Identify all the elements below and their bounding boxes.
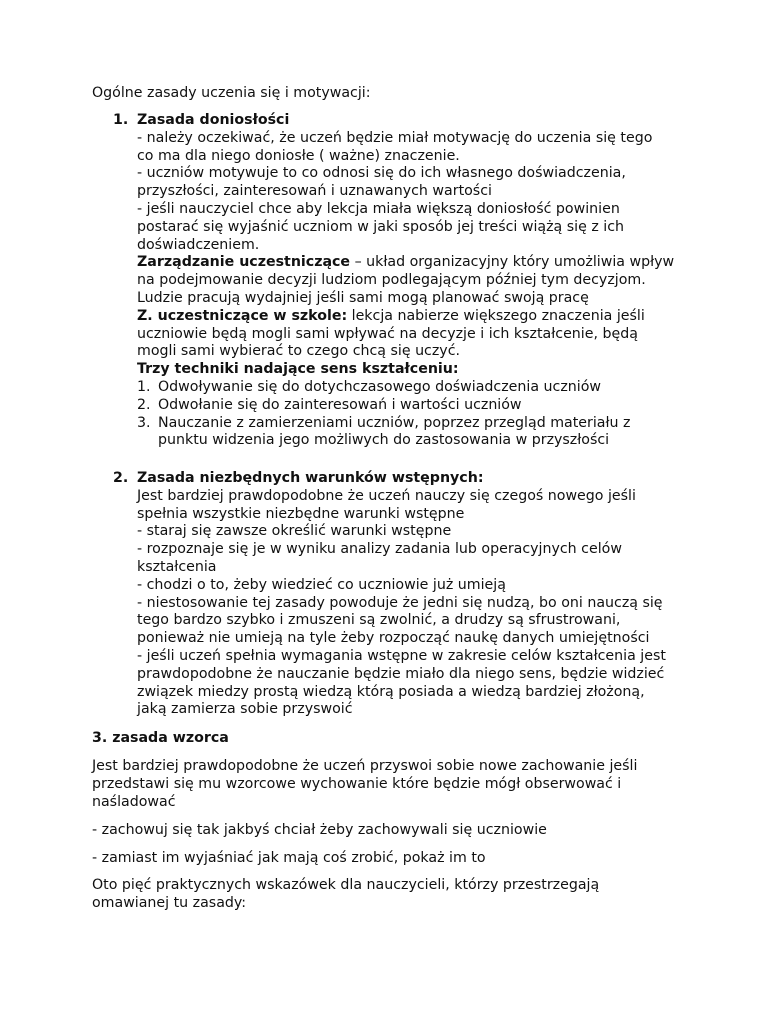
- paragraph: [92, 822, 547, 840]
- text-line: - uczniów motywuje to co odnosi się do ich własnego doświadczenia,: [137, 165, 626, 182]
- text-line: - chodzi o to, żeby wiedzieć co uczniowie już umieją: [137, 576, 506, 593]
- definition-text: lekcja nabierze większego znaczenia jeśli: [347, 307, 645, 324]
- subheading: Trzy techniki nadające sens kształceniu:: [137, 361, 459, 378]
- text-line: - jeśli uczeń spełnia wymagania wstępne w zakresie celów kształcenia jest: [137, 647, 666, 664]
- text-line: naśladować: [92, 793, 176, 810]
- list-text: punktu widzenia jego możliwych do zastosowania w przyszłości: [158, 432, 610, 449]
- text-line: uczniowie będą mogli sami wpływać na decyzje i ich kształcenie, będą: [137, 325, 638, 342]
- term-bold: Z. uczestniczące w szkole:: [137, 307, 348, 324]
- section-warunkow-wstepnych: [113, 470, 666, 719]
- text-line: prawdopodobne że nauczanie będzie miało dla niego sens, będzie widzieć: [137, 665, 665, 682]
- text-line: związek miedzy prostą wiedzą którą posiada a wiedzą bardziej złożoną,: [137, 683, 645, 700]
- text-line: co ma dla niego doniosłe ( ważne) znaczenie.: [137, 147, 460, 164]
- list-item: [137, 397, 674, 415]
- text-line: - rozpoznaje się je w wyniku analizy zadania lub operacyjnych celów: [137, 541, 622, 558]
- section-heading: 3. zasada wzorca: [92, 730, 229, 746]
- text-line: - zachowuj się tak jakbyś chciał żeby zachowywali się uczniowie: [92, 822, 547, 838]
- paragraph: [92, 758, 637, 811]
- zarzadzanie-definition: [137, 254, 674, 272]
- text-line: Oto pięć praktycznych wskazówek dla nauczycieli, którzy przestrzegają: [92, 877, 600, 893]
- list-item: [137, 379, 674, 397]
- szkola-definition: [137, 308, 674, 326]
- text-line: postarać się wyjaśnić uczniom w jaki sposób jej treści wiążą się z ich: [137, 218, 625, 235]
- term-bold: Zarządzanie uczestniczące: [137, 254, 351, 271]
- text-line: Ludzie pracują wydajniej jeśli sami mogą planować swoją pracę: [137, 289, 589, 306]
- text-line: - niestosowanie tej zasady powoduje że jedni się nudzą, bo oni nauczą się: [137, 594, 663, 611]
- text-line: na podejmowanie decyzji ludziom podlegającym później tym decyzjom.: [137, 272, 646, 289]
- list-item: [137, 415, 674, 451]
- section-heading: Zasada niezbędnych warunków wstępnych:: [137, 470, 484, 486]
- paragraph: [92, 877, 599, 913]
- text-line: - jeśli nauczyciel chce aby lekcja miała większą doniosłość powinien: [137, 200, 620, 217]
- text-line: doświadczeniem.: [137, 236, 260, 253]
- definition-text: – układ organizacyjny który umożliwia wpływ: [350, 254, 675, 271]
- paragraph: [92, 850, 486, 868]
- list-text: Nauczanie z zamierzeniami uczniów, poprzez przegląd materiału z: [158, 414, 631, 431]
- section-heading: Zasada doniosłości: [137, 112, 290, 128]
- text-line: omawianej tu zasady:: [92, 894, 247, 911]
- text-line: Jest bardziej prawdopodobne że uczeń przyswoi sobie nowe zachowanie jeśli: [92, 758, 638, 774]
- text-line: ponieważ nie umieją na tyle żeby rozpocząć naukę danych umiejętności: [137, 630, 650, 647]
- text-line: Jest bardziej prawdopodobne że uczeń nauczy się czegoś nowego jeśli: [137, 487, 636, 504]
- list-number: 2.: [137, 396, 151, 413]
- text-line: kształcenia: [137, 558, 217, 575]
- list-number: 1.: [137, 378, 151, 395]
- text-line: przedstawi się mu wzorcowe wychowanie które będzie mógł obserwować i: [92, 775, 622, 792]
- list-text: Odwołanie się do zainteresowań i wartości uczniów: [158, 396, 522, 413]
- section-doniosłosci: [113, 112, 675, 450]
- text-line: - zamiast im wyjaśniać jak mają coś zrobić, pokaż im to: [92, 850, 486, 866]
- text-line: jaką zamierza sobie przyswoić: [137, 701, 353, 718]
- section-wzorca-heading: [92, 730, 229, 748]
- text-line: tego bardzo szybko i zmuszeni są zwolnić, a drudzy są sfrustrowani,: [137, 612, 621, 629]
- list-number: 3.: [137, 414, 151, 431]
- text-line: - należy oczekiwać, że uczeń będzie miał motywację do uczenia się tego: [137, 129, 653, 146]
- intro-text: Ogólne zasady uczenia się i motywacji:: [92, 85, 371, 101]
- text-line: - staraj się zawsze określić warunki wstępne: [137, 523, 452, 540]
- section-number: 1.: [113, 112, 129, 128]
- text-line: mogli sami wybierać to czego chcą się uczyć.: [137, 343, 461, 360]
- list-text: Odwoływanie się do dotychczasowego doświadczenia uczniów: [158, 378, 601, 395]
- text-line: spełnia wszystkie niezbędne warunki wstępne: [137, 505, 465, 522]
- text-line: przyszłości, zainteresowań i uznawanych wartości: [137, 183, 492, 200]
- section-number: 2.: [113, 470, 129, 486]
